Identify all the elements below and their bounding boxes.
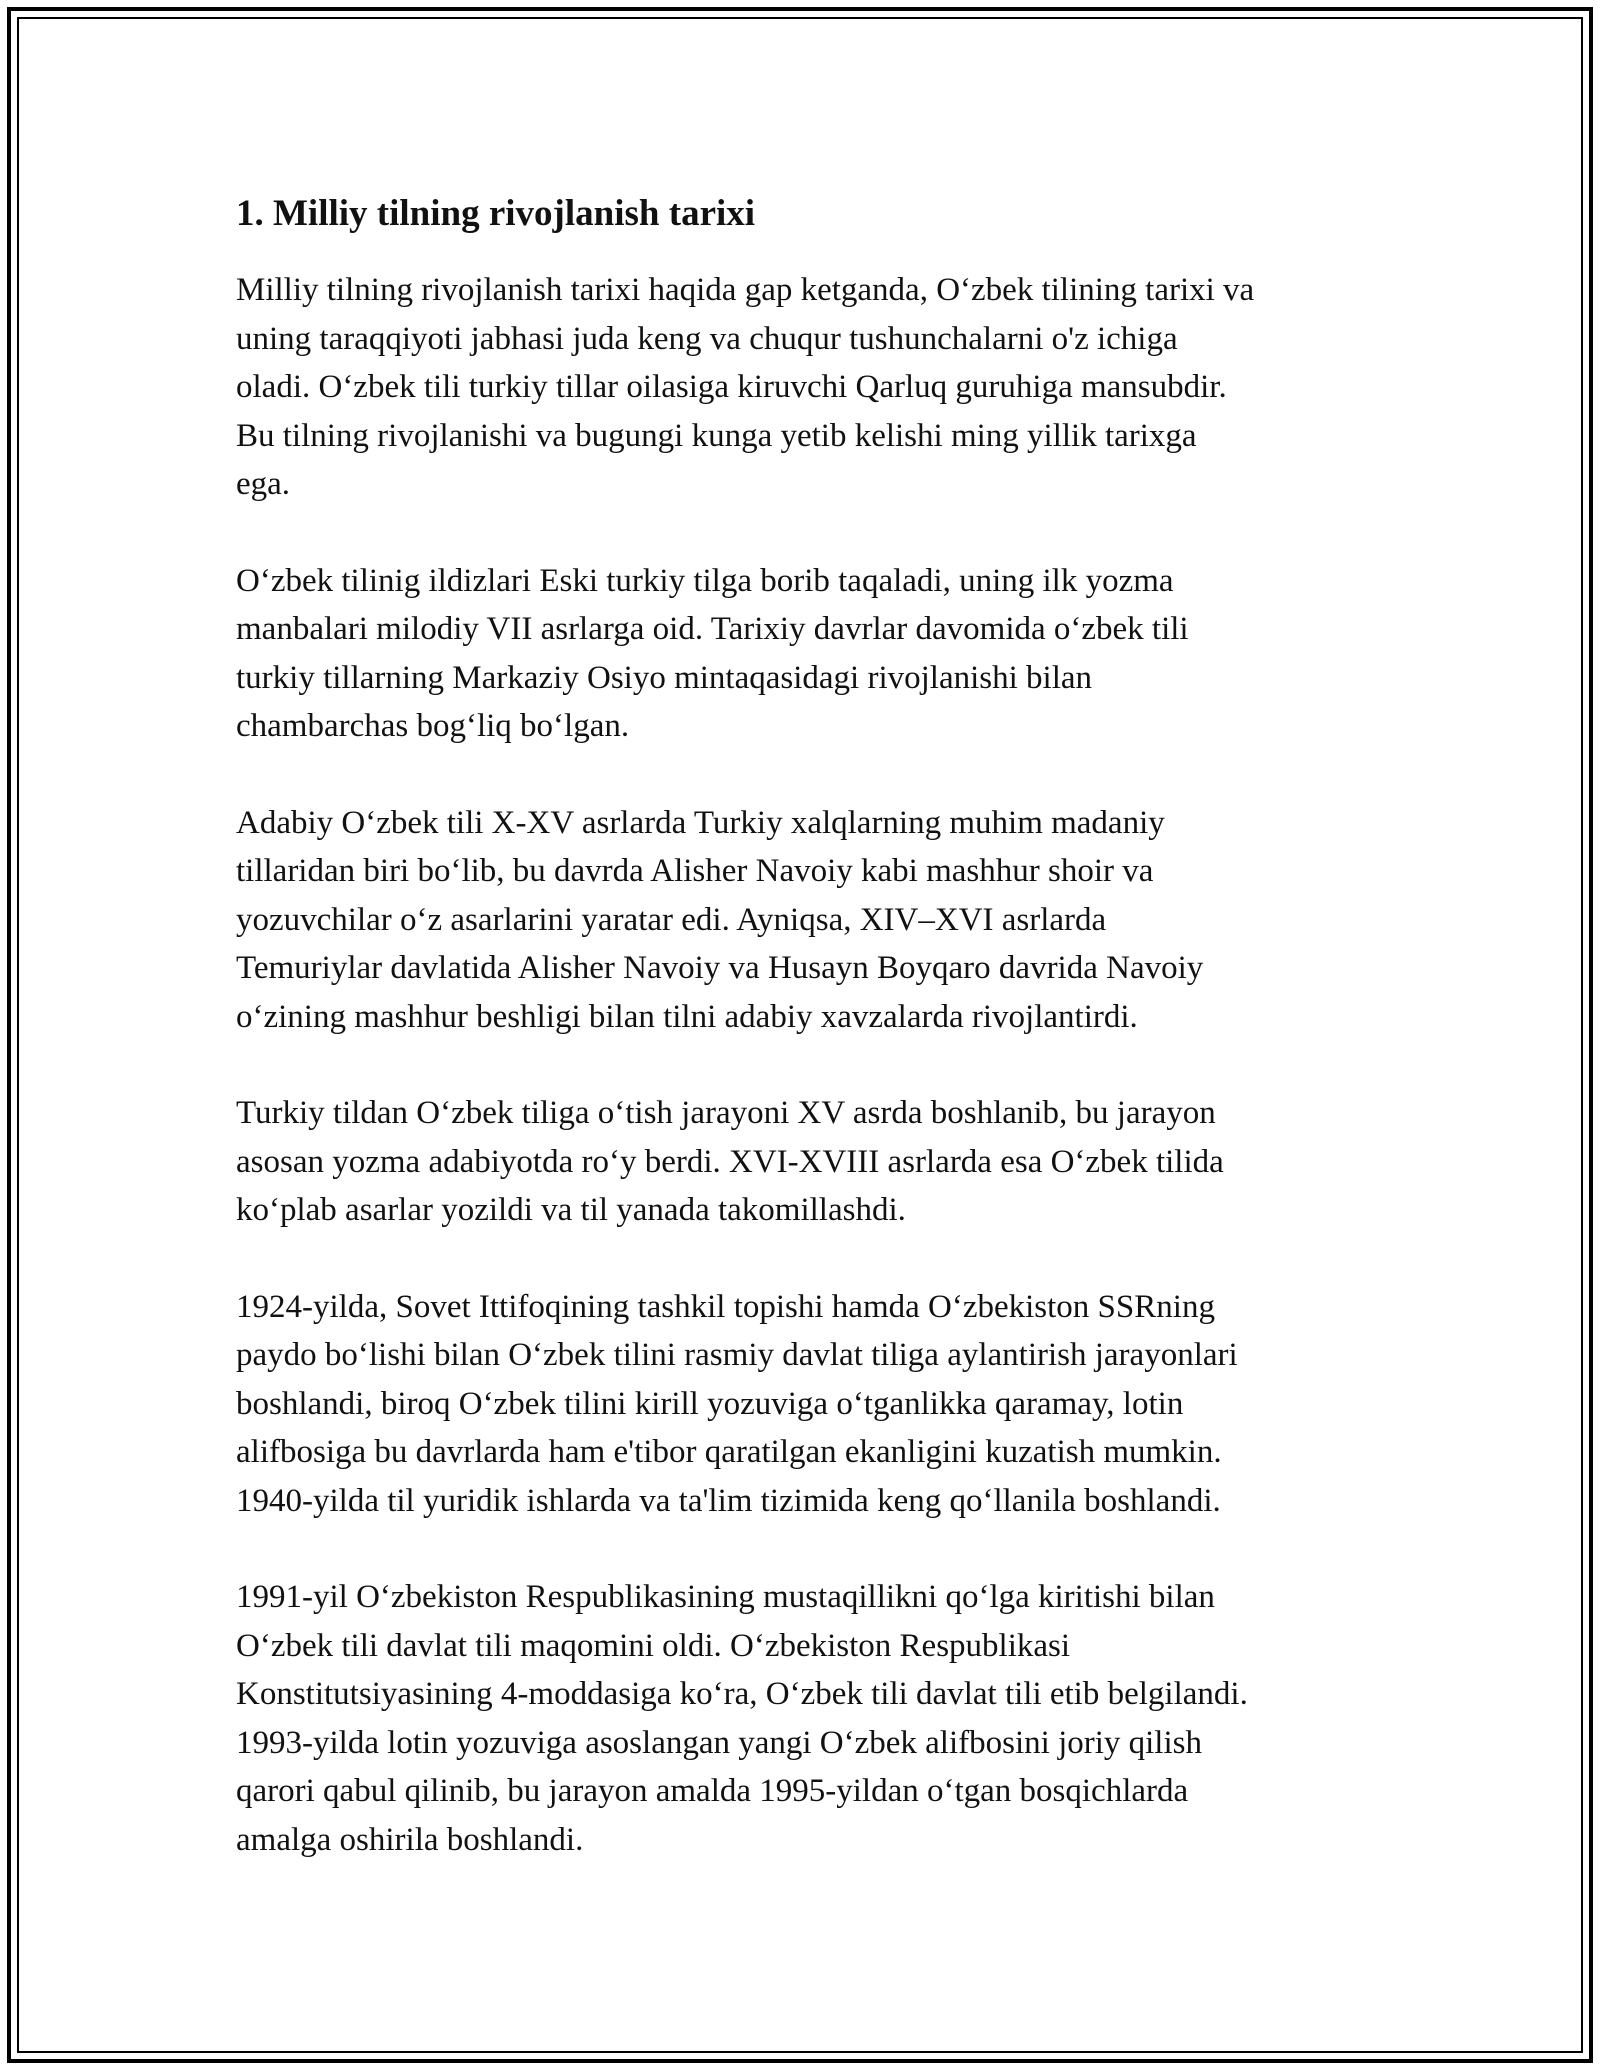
paragraph-roots: Oʻzbek tilinig ildizlari Eski turkiy tilga borib taqaladi, uning ilk yozma manbalari milodiy VII asrlarga oid. Tarixiy davrlar davomida oʻzbek tili turkiy tillarning Markaziy Osiyo mintaqasidagi rivojlanishi bilan chambarchas bogʻliq boʻlgan.: [236, 562, 1189, 744]
paragraph-literary: Adabiy Oʻzbek tili X-XV asrlarda Turkiy xalqlarning muhim madaniy tillaridan biri boʻlib, bu davrda Alisher Navoiy kabi mashhur shoir va yozuvchilar oʻz asarlarini yaratar edi. Ayniqsa, XIV–XVI asrlarda Temuriylar davlatida Alisher Navoiy va Husayn Boyqaro davrida Navoiy oʻzining mashhur beshligi bilan tilni adabiy xavzalarda rivojlantirdi.: [236, 804, 1204, 1035]
paragraph-transition: Turkiy tildan Oʻzbek tiliga oʻtish jarayoni XV asrda boshlanib, bu jarayon asosan yozma adabiyotda roʻy berdi. XVI-XVIII asrlarda esa Oʻzbek tilida koʻplab asarlar yozildi va til yanada takomillashdi.: [236, 1095, 1224, 1228]
document-title: 1. Milliy tilning rivojlanish tarixi: [236, 193, 756, 234]
document-body: [236, 186, 1376, 1912]
paragraph-independence: 1991-yil Oʻzbekiston Respublikasining mustaqillikni qoʻlga kiritishi bilan Oʻzbek tili davlat tili maqomini oldi. Oʻzbekiston Respublikasi Konstitutsiyasining 4-moddasiga koʻra, Oʻzbek tili davlat tili etib belgilandi. 1993-yilda lotin yozuviga asoslangan yangi Oʻzbek alifbosini joriy qilish qarori qabul qilinib, bu jarayon amalda 1995-yildan oʻtgan bosqichlarda amalga oshirila boshlandi.: [236, 1579, 1248, 1858]
paragraph-soviet: 1924-yilda, Sovet Ittifoqining tashkil topishi hamda Oʻzbekiston SSRning paydo boʻlishi bilan Oʻzbek tilini rasmiy davlat tiliga aylantirish jarayonlari boshlandi, biroq Oʻzbek tilini kirill yozuviga oʻtganlikka qaramay, lotin alifbosiga bu davrlarda ham e'tibor qaratilgan ekanligini kuzatish mumkin. 1940-yilda til yuridik ishlarda va ta'lim tizimida keng qoʻllanila boshlandi.: [236, 1288, 1238, 1519]
paragraph-intro: Milliy tilning rivojlanish tarixi haqida gap ketganda, Oʻzbek tilining tarixi va uning taraqqiyoti jabhasi juda keng va chuqur tushunchalarni o'z ichiga oladi. Oʻzbek tili turkiy tillar oilasiga kiruvchi Qarluq guruhiga mansubdir. Bu tilning rivojlanishi va bugungi kunga yetib kelishi ming yillik tarixga ega.: [236, 272, 1255, 502]
